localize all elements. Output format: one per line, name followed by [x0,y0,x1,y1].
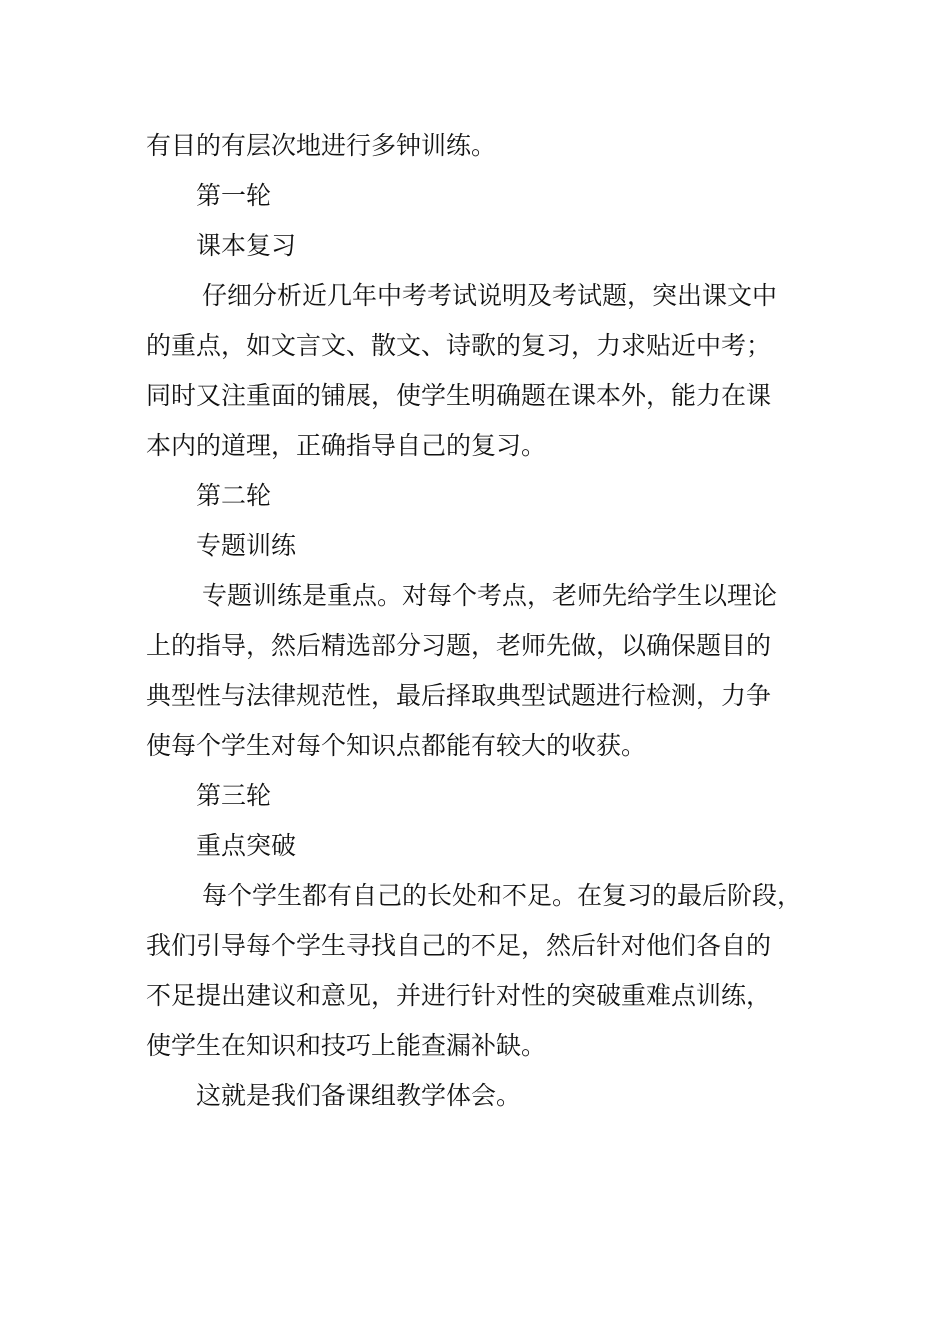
section-topic-heading: 专题训练 [196,531,297,560]
paragraph-line: 我们引导每个学生寻找自己的不足，然后针对他们各自的 [146,931,772,960]
paragraph-line: 同时又注重面的铺展，使学生明确题在课本外，能力在课 [146,381,772,410]
paragraph-line: 上的指导，然后精选部分习题，老师先做，以确保题目的 [146,631,772,660]
section-round-heading: 第二轮 [196,481,272,510]
section-round-heading: 第一轮 [196,181,272,210]
intro-line: 有目的有层次地进行多钟训练。 [146,131,497,160]
closing-line: 这就是我们备课组教学体会。 [196,1081,522,1110]
section-topic-heading: 课本复习 [196,231,297,260]
paragraph-line: 使每个学生对每个知识点都能有较大的收获。 [146,731,647,760]
paragraph-line: 典型性与法律规范性，最后择取典型试题进行检测，力争 [146,681,772,710]
paragraph-line: 使学生在知识和技巧上能查漏补缺。 [146,1031,547,1060]
paragraph-line: 专题训练是重点。对每个考点，老师先给学生以理论 [202,581,778,610]
paragraph-line: 不足提出建议和意见，并进行针对性的突破重难点训练， [146,981,772,1010]
paragraph-line: 的重点，如文言文、散文、诗歌的复习，力求贴近中考； [146,331,772,360]
paragraph-line: 本内的道理，正确指导自己的复习。 [146,431,547,460]
paragraph-line: 每个学生都有自己的长处和不足。在复习的最后阶段， [202,881,803,910]
section-round-heading: 第三轮 [196,781,272,810]
document-body [146,121,816,1121]
section-topic-heading: 重点突破 [196,831,297,860]
paragraph-line: 仔细分析近几年中考考试说明及考试题，突出课文中 [202,281,778,310]
